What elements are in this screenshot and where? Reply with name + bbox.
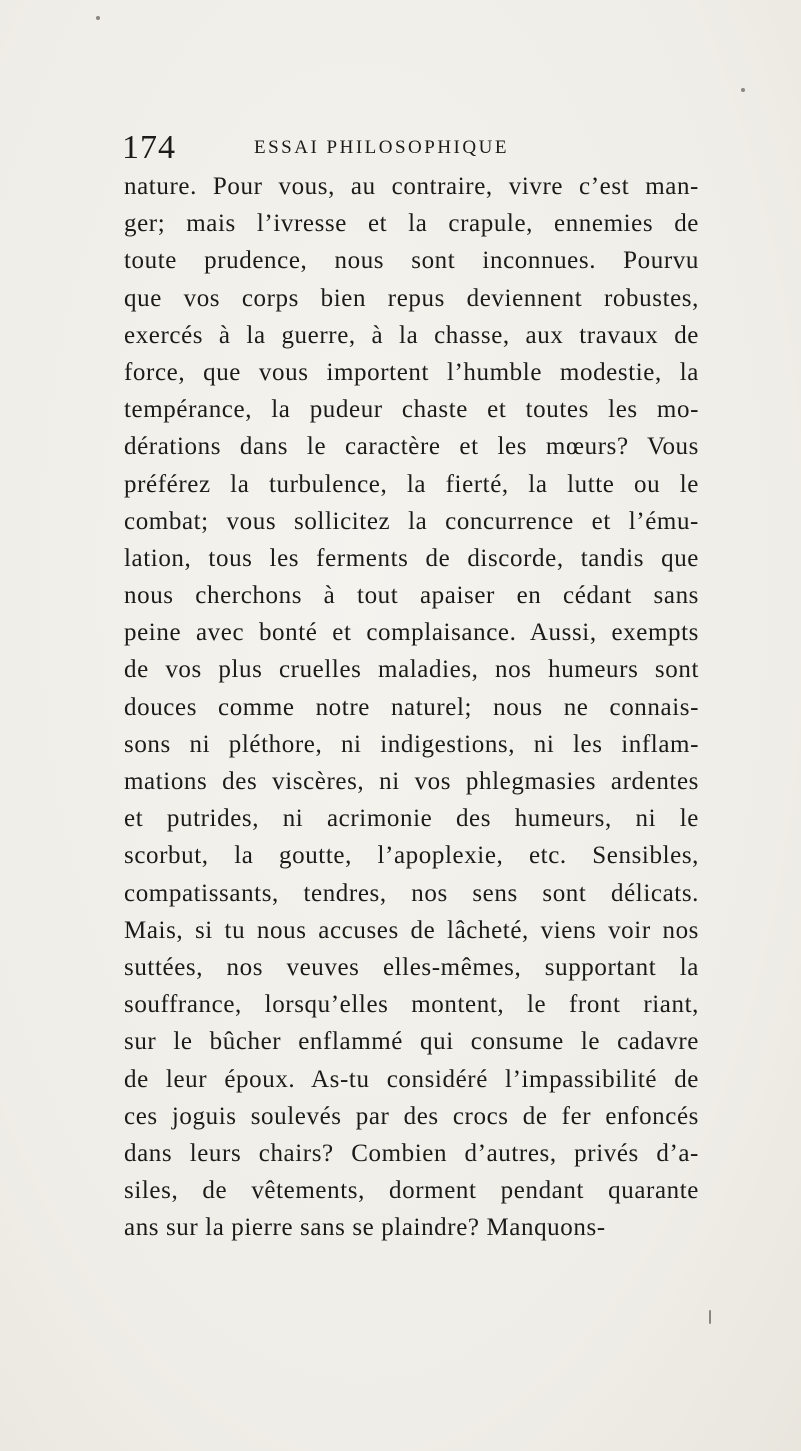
- text-line: de vos plus cruelles maladies, nos humeurs sont: [124, 656, 699, 684]
- text-line: douces comme notre naturel; nous ne connais-: [124, 693, 699, 721]
- text-line: tempérance, la pudeur chaste et toutes les mo-: [124, 396, 699, 424]
- paper-speck: [96, 16, 100, 20]
- running-title: ESSAI PHILOSOPHIQUE: [254, 137, 509, 158]
- text-line: et putrides, ni acrimonie des humeurs, ni le: [124, 805, 699, 833]
- text-line: souffrance, lorsqu’elles montent, le front riant,: [124, 991, 699, 1019]
- text-line: lation, tous les ferments de discorde, tandis que: [124, 544, 699, 572]
- text-line: dans leurs chairs? Combien d’autres, privés d’a-: [124, 1139, 699, 1167]
- text-line: toute prudence, nous sont inconnues. Pourvu: [124, 247, 699, 275]
- running-head: [122, 128, 682, 168]
- text-line: suttées, nos veuves elles-mêmes, supportant la: [124, 953, 699, 981]
- text-line: nous cherchons à tout apaiser en cédant sans: [124, 582, 699, 610]
- text-line: Mais, si tu nous accuses de lâcheté, viens voir nos: [124, 916, 699, 944]
- text-line: ans sur la pierre sans se plaindre? Manquons-: [124, 1214, 606, 1242]
- text-line: scorbut, la goutte, l’apoplexie, etc. Sensibles,: [124, 842, 699, 870]
- text-line: exercés à la guerre, à la chasse, aux travaux de: [124, 321, 699, 349]
- text-line: force, que vous importent l’humble modestie, la: [124, 358, 699, 386]
- text-line: sur le bûcher enflammé qui consume le cadavre: [124, 1028, 699, 1056]
- text-line: ger; mais l’ivresse et la crapule, ennemies de: [124, 210, 699, 238]
- text-line: nature. Pour vous, au contraire, vivre c’est man-: [124, 173, 699, 200]
- text-line: sons ni pléthore, ni indigestions, ni les inflam-: [124, 730, 699, 758]
- text-line: de leur époux. As-tu considéré l’impassibilité de: [124, 1065, 699, 1093]
- text-line: dérations dans le caractère et les mœurs? Vous: [124, 433, 699, 461]
- text-line: peine avec bonté et complaisance. Aussi, exempts: [124, 619, 699, 647]
- text-line: compatissants, tendres, nos sens sont délicats.: [124, 879, 699, 907]
- text-line: ces joguis soulevés par des crocs de fer enfoncés: [124, 1102, 699, 1130]
- text-line: que vos corps bien repus deviennent robustes,: [124, 284, 699, 312]
- paper-speck: [709, 1310, 711, 1324]
- text-line: préférez la turbulence, la fierté, la lutte ou le: [124, 470, 699, 498]
- body-text: [124, 168, 699, 1246]
- text-line: combat; vous sollicitez la concurrence et l’ému-: [124, 507, 699, 535]
- text-line: mations des viscères, ni vos phlegmasies ardentes: [124, 768, 699, 795]
- text-line: siles, de vêtements, dorment pendant quarante: [124, 1177, 699, 1205]
- paper-speck: [741, 88, 745, 92]
- page-number: 174: [122, 129, 176, 166]
